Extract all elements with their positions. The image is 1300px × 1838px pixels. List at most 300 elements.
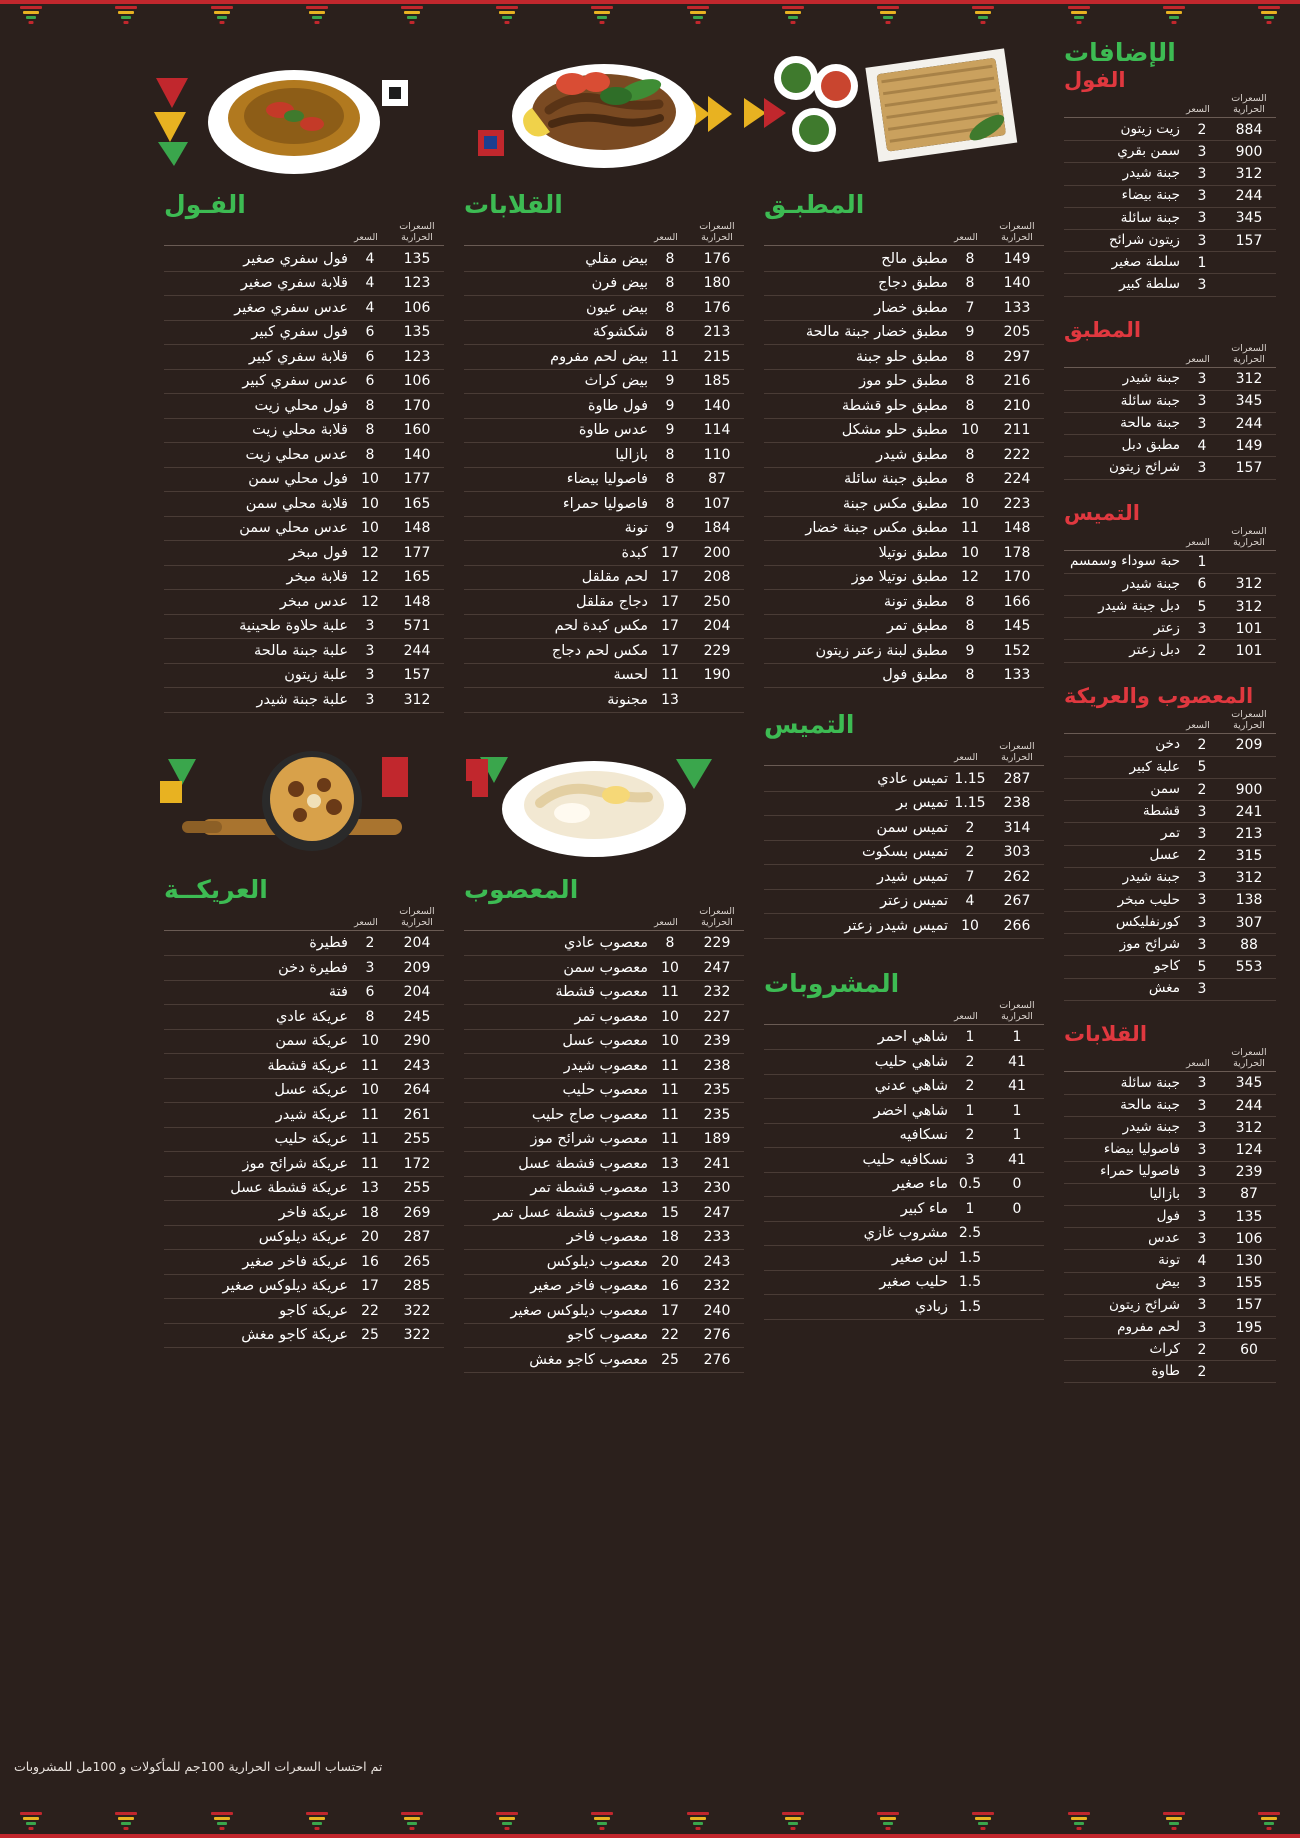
cell-item-name: سلطة صغير: [1111, 253, 1180, 270]
cell-price: 3: [1197, 210, 1207, 227]
cell-price: 8: [665, 446, 675, 463]
cell-price: 10: [361, 520, 379, 537]
cell-price: 9: [665, 422, 675, 439]
cell-price: 6: [1197, 576, 1207, 593]
cell-item-name: عدس مبخر: [279, 593, 348, 610]
cell-calories: 232: [703, 1278, 731, 1295]
cell-calories: 106: [1235, 1230, 1263, 1247]
cell-item-name: عريكة شيدر: [275, 1106, 348, 1123]
cell-item-name: شكشوكة: [592, 324, 648, 340]
cell-calories: 312: [1235, 576, 1263, 593]
cell-calories: 148: [1003, 520, 1031, 537]
cell-item-name: سمن بقري: [1117, 143, 1180, 160]
cell-item-name: مطبق تمر: [886, 618, 948, 634]
table-row: [1064, 912, 1276, 934]
header-price: السعر: [1186, 353, 1210, 365]
cell-calories: 285: [403, 1278, 431, 1295]
cell-calories: 110: [703, 446, 731, 463]
cell-calories: 135: [403, 324, 431, 341]
cell-item-name: جبنة مالحة: [1120, 414, 1180, 431]
cell-price: 8: [965, 471, 975, 488]
cell-calories: 138: [1235, 892, 1263, 909]
qalabat-rows: [464, 247, 744, 713]
cell-calories: 176: [703, 299, 731, 316]
table-row: [164, 370, 444, 395]
cell-calories: 276: [703, 1351, 731, 1368]
header-calories: السعرات الحرارية: [399, 905, 435, 928]
header-price: السعر: [354, 232, 378, 243]
cell-calories: 244: [1235, 1097, 1263, 1114]
cell-calories: 170: [403, 397, 431, 414]
table-header: [164, 906, 444, 931]
cell-calories: 165: [403, 569, 431, 586]
ornament-icon: [780, 6, 806, 26]
table-row: [164, 492, 444, 517]
cell-item-name: زيت زيتون: [1120, 120, 1180, 137]
ornament-icon: [1066, 1812, 1092, 1832]
cell-calories: 133: [1003, 299, 1031, 316]
cell-item-name: فول سفري صغير: [243, 250, 348, 267]
cell-item-name: شاهي حليب: [874, 1053, 948, 1070]
table-row: [1064, 618, 1276, 640]
table-row: [164, 1299, 444, 1324]
cell-price: 11: [661, 667, 679, 684]
header-calories: السعرات الحرارية: [999, 741, 1035, 763]
table-header: [764, 221, 1044, 246]
cell-price: 17: [661, 593, 679, 610]
table-row: [464, 1299, 744, 1324]
cell-price: 7: [965, 299, 975, 316]
addons-tamees-title: التميس: [1064, 500, 1140, 525]
table-row: [464, 370, 744, 395]
cell-item-name: دبل زعتر: [1129, 642, 1180, 659]
cell-calories: 152: [1003, 642, 1031, 659]
cell-item-name: شرائح زيتون: [1108, 1296, 1180, 1313]
cell-calories: 900: [1235, 781, 1263, 798]
cell-price: 13: [661, 1180, 679, 1197]
cell-calories: 241: [1235, 803, 1263, 820]
table-row: [764, 914, 1044, 939]
cell-calories: 307: [1235, 914, 1263, 931]
cell-item-name: تميس سمن: [876, 819, 948, 836]
cell-price: 4: [365, 275, 375, 292]
cell-item-name: معصوب صاج حليب: [531, 1106, 648, 1123]
table-row: [164, 956, 444, 981]
table-row: [164, 688, 444, 713]
table-row: [764, 517, 1044, 542]
cell-calories: 322: [403, 1302, 431, 1319]
cell-price: 1: [1197, 254, 1207, 271]
table-row: [464, 443, 744, 468]
table-header: [1064, 343, 1276, 368]
cell-calories: 229: [703, 935, 731, 952]
cell-price: 10: [361, 1033, 379, 1050]
cell-price: 11: [661, 1057, 679, 1074]
cell-item-name: جبنة شيدر: [1122, 869, 1180, 886]
cell-price: 8: [665, 299, 675, 316]
cell-calories: 204: [403, 935, 431, 952]
cell-calories: 345: [1235, 210, 1263, 227]
cell-calories: 227: [703, 1008, 731, 1025]
cell-price: 13: [661, 1155, 679, 1172]
cell-item-name: لحم مفروم: [1117, 1318, 1180, 1335]
cell-price: 8: [365, 422, 375, 439]
table-row: [464, 321, 744, 346]
cell-price: 3: [1197, 981, 1207, 998]
cell-calories: 184: [703, 520, 731, 537]
table-row: [764, 1050, 1044, 1075]
cell-item-name: عريكة كاجو: [279, 1302, 348, 1319]
table-row: [1064, 1206, 1276, 1228]
cell-price: 3: [965, 1151, 975, 1168]
cell-calories: 247: [703, 1204, 731, 1221]
cell-calories: 123: [403, 275, 431, 292]
header-calories: السعرات الحرارية: [1231, 708, 1267, 731]
cell-price: 3: [365, 618, 375, 635]
cell-item-name: جبنة سائلة: [1120, 1074, 1180, 1091]
cell-calories: 160: [403, 422, 431, 439]
table-row: [1064, 934, 1276, 956]
table-row: [1064, 1339, 1276, 1361]
cell-calories: 884: [1235, 121, 1263, 138]
cell-item-name: مطبق مالح: [881, 250, 948, 267]
table-row: [164, 981, 444, 1006]
cell-item-name: تميس عادي: [877, 770, 948, 787]
cell-item-name: علبة حلاوة طحينية: [239, 618, 348, 634]
cell-price: 3: [365, 642, 375, 659]
table-row: [764, 841, 1044, 866]
table-row: [164, 394, 444, 419]
cell-calories: 166: [1003, 593, 1031, 610]
section-title-drinks: المشروبات: [764, 968, 900, 998]
table-row: [164, 272, 444, 297]
cell-item-name: دبل جبنة شيدر: [1098, 597, 1180, 614]
ful-photo: [164, 38, 444, 188]
cell-calories: 224: [1003, 471, 1031, 488]
cell-price: 4: [1197, 437, 1207, 454]
table-row: [1064, 1317, 1276, 1339]
cell-item-name: كاجو: [1153, 958, 1180, 975]
cell-item-name: عريكة عادي: [276, 1008, 348, 1025]
cell-item-name: معصوب ديلوكس: [546, 1253, 648, 1270]
cell-calories: 124: [1235, 1142, 1263, 1159]
cell-price: 1.5: [958, 1298, 982, 1315]
cell-item-name: مطبق حلو جبنة: [855, 348, 948, 365]
ornament-icon: [1161, 1812, 1187, 1832]
cell-item-name: مطبق خضار: [874, 299, 948, 316]
cell-price: 10: [661, 959, 679, 976]
table-row: [464, 956, 744, 981]
cell-price: 3: [1197, 1230, 1207, 1247]
table-row: [1064, 1250, 1276, 1272]
cell-calories: 314: [1003, 819, 1031, 836]
cell-calories: 106: [403, 299, 431, 316]
matbaq-food-image: [744, 38, 1044, 188]
header-price: السعر: [954, 752, 978, 763]
table-row: [464, 1079, 744, 1104]
table-row: [1064, 890, 1276, 912]
top-columns: [14, 38, 1286, 1405]
table-row: [1064, 230, 1276, 252]
cell-calories: 266: [1003, 917, 1031, 934]
table-row: [164, 615, 444, 640]
cell-item-name: فاصوليا حمراء: [562, 495, 648, 512]
ful-rows: [164, 247, 444, 713]
table-row: [1064, 141, 1276, 163]
table-row: [1064, 779, 1276, 801]
header-price: السعر: [654, 916, 678, 928]
cell-item-name: عريكة حليب: [274, 1131, 348, 1147]
section-title-additions: الإضافات: [1064, 38, 1176, 67]
cell-price: 11: [661, 1082, 679, 1099]
cell-price: 3: [1197, 1186, 1207, 1203]
cell-price: 8: [965, 250, 975, 267]
cell-price: 3: [1197, 892, 1207, 909]
header-calories: السعرات الحرارية: [1231, 1046, 1267, 1069]
cell-price: 9: [665, 520, 675, 537]
table-row: [764, 1271, 1044, 1296]
cell-price: 2: [365, 935, 375, 952]
cell-calories: 210: [1003, 397, 1031, 414]
cell-price: 1.15: [954, 770, 986, 787]
cell-item-name: تونة: [1158, 1252, 1180, 1269]
cell-price: 3: [1197, 1119, 1207, 1136]
ornament-icon: [1161, 6, 1187, 26]
cell-calories: 243: [703, 1253, 731, 1270]
cell-price: 8: [365, 1008, 375, 1025]
cell-item-name: كبدة: [621, 544, 648, 561]
table-row: [1064, 846, 1276, 868]
cell-calories: 107: [703, 495, 731, 512]
cell-calories: 900: [1235, 143, 1263, 160]
cell-calories: 322: [403, 1327, 431, 1344]
table-row: [164, 247, 444, 272]
table-row: [1064, 956, 1276, 978]
cell-price: 1.5: [958, 1249, 982, 1266]
cell-calories: 149: [1235, 437, 1263, 454]
cell-calories: 208: [703, 569, 731, 586]
cell-price: 2.5: [958, 1225, 982, 1242]
table-row: [464, 394, 744, 419]
cell-item-name: معصوب قشطة عسل تمر: [493, 1204, 648, 1221]
table-row: [464, 566, 744, 591]
cell-price: 3: [1197, 1275, 1207, 1292]
table-row: [764, 590, 1044, 615]
cell-calories: 213: [1235, 825, 1263, 842]
cell-price: 10: [961, 422, 979, 439]
cell-calories: 312: [1235, 598, 1263, 615]
table-row: [764, 443, 1044, 468]
addons-group-masoub-areeka: [1064, 685, 1276, 1001]
cell-price: 3: [1197, 188, 1207, 205]
cell-item-name: فول طاوة: [587, 397, 648, 414]
cell-calories: 155: [1235, 1275, 1263, 1292]
cell-item-name: عدس: [1148, 1229, 1180, 1246]
table-row: [164, 932, 444, 957]
cell-calories: 1: [1012, 1102, 1022, 1119]
cell-calories: 157: [1235, 459, 1263, 476]
cell-price: 12: [961, 569, 979, 586]
table-row: [164, 419, 444, 444]
top-rule: [0, 0, 1300, 4]
cell-item-name: عريكة ديلوكس: [258, 1229, 348, 1245]
cell-price: 11: [361, 1057, 379, 1074]
cell-item-name: عسل: [1149, 847, 1180, 864]
cell-item-name: تميس زعتر: [880, 893, 948, 909]
cell-calories: 205: [1003, 324, 1031, 341]
cell-item-name: عدس محلي زيت: [245, 446, 348, 463]
cell-item-name: لحم مقلقل: [581, 569, 648, 585]
table-row: [164, 566, 444, 591]
masoub-photo: [464, 723, 744, 873]
cell-calories: 123: [403, 348, 431, 365]
cell-item-name: زيتون شرائح: [1108, 231, 1180, 248]
cell-calories: 41: [1008, 1078, 1026, 1095]
cell-item-name: تونة: [624, 520, 648, 536]
masoub-rows: [464, 932, 744, 1373]
cell-item-name: مطبق مكس جبنة خضار: [805, 520, 948, 536]
table-row: [764, 1295, 1044, 1320]
cell-calories: 170: [1003, 569, 1031, 586]
cell-item-name: بازاليا: [615, 446, 648, 463]
header-calories: السعرات الحرارية: [699, 905, 735, 928]
cell-item-name: بيض كراث: [584, 373, 648, 389]
areeka-food-image: [144, 723, 444, 873]
ornament-icon: [494, 1812, 520, 1832]
cell-price: 9: [965, 324, 975, 341]
table-row: [764, 468, 1044, 493]
table-row: [164, 1054, 444, 1079]
table-row: [764, 1148, 1044, 1173]
cell-item-name: معصوب سمن: [563, 959, 648, 976]
cell-price: 8: [965, 348, 975, 365]
cell-price: 4: [1197, 1252, 1207, 1269]
footer-note-container: [14, 1759, 1286, 1774]
cell-item-name: سلطة كبير: [1119, 276, 1180, 293]
cell-price: 2: [965, 844, 975, 861]
header-price: السعر: [1186, 536, 1210, 548]
table-row: [1064, 1139, 1276, 1161]
cell-price: 13: [361, 1180, 379, 1197]
cell-calories: 177: [403, 471, 431, 488]
ornament-icon: [589, 6, 615, 26]
table-row: [1064, 163, 1276, 185]
cell-price: 4: [365, 299, 375, 316]
cell-price: 9: [665, 373, 675, 390]
cell-price: 10: [961, 544, 979, 561]
cell-calories: 101: [1235, 642, 1263, 659]
table-row: [464, 932, 744, 957]
cell-price: 2: [1197, 1363, 1207, 1380]
cell-calories: 297: [1003, 348, 1031, 365]
cell-calories: 189: [703, 1131, 731, 1148]
ornament-icon: [1256, 6, 1282, 26]
cell-item-name: جبنة شيدر: [1122, 370, 1180, 387]
cell-calories: 185: [703, 373, 731, 390]
qalabat-photo: [464, 38, 744, 188]
cell-calories: 106: [403, 373, 431, 390]
table-row: [464, 664, 744, 689]
cell-calories: 140: [703, 397, 731, 414]
cell-calories: 239: [1235, 1164, 1263, 1181]
table-row: [1064, 186, 1276, 208]
cell-price: 1: [965, 1029, 975, 1046]
cell-calories: 149: [1003, 250, 1031, 267]
cell-item-name: بيض: [1155, 1274, 1180, 1291]
addons-qalabat-rows: [1064, 1073, 1276, 1384]
cell-item-name: معصوب فاخر صغير: [530, 1278, 648, 1294]
cell-price: 1.15: [954, 795, 986, 812]
cell-calories: 245: [403, 1008, 431, 1025]
table-header: [464, 906, 744, 931]
cell-calories: 1: [1012, 1029, 1022, 1046]
cell-calories: 222: [1003, 446, 1031, 463]
cell-calories: 1: [1012, 1127, 1022, 1144]
ornament-icon: [18, 1812, 44, 1832]
cell-calories: 230: [703, 1180, 731, 1197]
cell-price: 8: [665, 324, 675, 341]
cell-item-name: معصوب كاجو مغش: [529, 1351, 648, 1368]
cell-item-name: معصوب ديلوكس صغير: [510, 1302, 648, 1319]
cell-price: 3: [1197, 1319, 1207, 1336]
cell-calories: 235: [703, 1082, 731, 1099]
cell-calories: 232: [703, 984, 731, 1001]
cell-item-name: معصوب قشطة عسل: [518, 1155, 648, 1172]
cell-item-name: فاصوليا حمراء: [1100, 1163, 1180, 1180]
header-price: السعر: [654, 232, 678, 243]
cell-price: 3: [1197, 620, 1207, 637]
table-header: [1064, 709, 1276, 734]
table-row: [764, 566, 1044, 591]
table-header: [464, 221, 744, 246]
cell-price: 12: [361, 569, 379, 586]
cell-calories: 176: [703, 250, 731, 267]
table-row: [464, 1128, 744, 1153]
addons-masoub-areeka-title: المعصوب والعريكة: [1064, 683, 1254, 708]
table-row: [164, 590, 444, 615]
table-row: [764, 321, 1044, 346]
cell-price: 3: [1197, 1097, 1207, 1114]
cell-item-name: تميس شيدر: [876, 868, 948, 885]
table-row: [764, 816, 1044, 841]
cell-price: 13: [661, 691, 679, 708]
table-row: [1064, 369, 1276, 391]
cell-calories: 267: [1003, 893, 1031, 910]
cell-price: 18: [361, 1204, 379, 1221]
cell-item-name: عريكة قشطة: [267, 1057, 348, 1074]
qalabat-food-image: [444, 38, 744, 188]
cell-price: 3: [1197, 1297, 1207, 1314]
table-row: [464, 1030, 744, 1055]
cell-calories: 238: [1003, 795, 1031, 812]
header-calories: السعرات الحرارية: [1231, 525, 1267, 548]
header-calories: السعرات الحرارية: [1231, 342, 1267, 365]
cell-calories: 130: [1235, 1252, 1263, 1269]
cell-calories: 195: [1235, 1319, 1263, 1336]
ornament-icon: [209, 6, 235, 26]
areeka-rows: [164, 932, 444, 1349]
cell-calories: 88: [1240, 936, 1258, 953]
cell-item-name: جبنة سائلة: [1120, 392, 1180, 409]
cell-price: 2: [1197, 781, 1207, 798]
ornament-icon: [875, 1812, 901, 1832]
cell-item-name: شرائح موز: [1119, 936, 1180, 953]
cell-calories: 223: [1003, 495, 1031, 512]
table-row: [164, 517, 444, 542]
cell-price: 5: [1197, 598, 1207, 615]
cell-item-name: مطبق خضار جبنة مالحة: [805, 324, 948, 340]
cell-calories: 312: [1235, 1119, 1263, 1136]
